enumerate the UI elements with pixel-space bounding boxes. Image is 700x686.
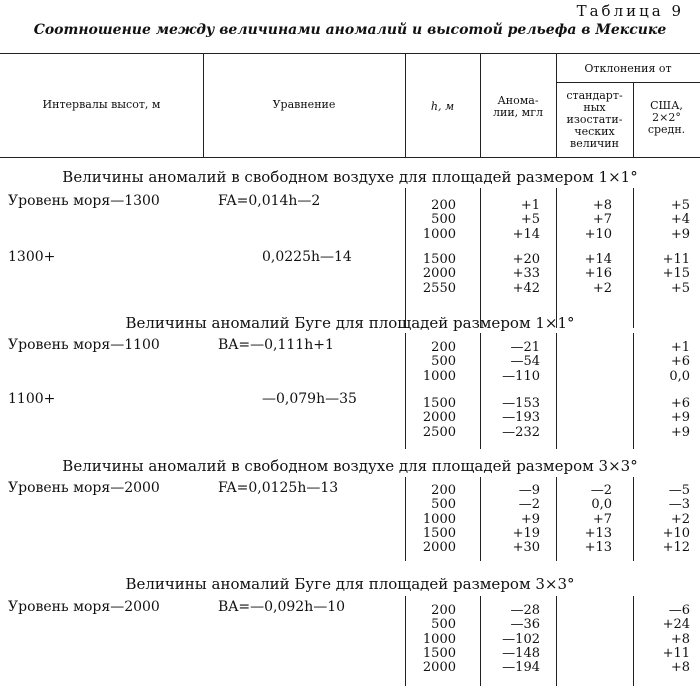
- anomaly-cell: —28: [510, 603, 540, 618]
- equation: FA=0,014h—2: [218, 193, 321, 209]
- usa-deviation-cell: +9: [670, 226, 690, 242]
- table-title: Соотношение между величинами аномалий и высотой рельефа в Мексике: [33, 22, 667, 38]
- h-cell: 1500: [422, 252, 456, 267]
- standard-deviation-cell: —2: [590, 483, 612, 498]
- usa-deviation-cell: +1: [670, 340, 690, 355]
- standard-deviation-cell: +13: [584, 540, 612, 556]
- anomaly-cell: +30: [512, 540, 540, 556]
- usa-deviation-cell: +6: [670, 354, 690, 370]
- h-cell: 1500: [422, 645, 456, 661]
- section-title: Величины аномалий Буге для площадей размером 1×1°: [125, 314, 575, 332]
- anomaly-cell: +9: [520, 511, 540, 527]
- usa-deviation-cell: +4: [670, 212, 690, 228]
- equation: —0,079h—35: [262, 391, 357, 407]
- h-cell: 2000: [422, 410, 456, 426]
- h-cell: 200: [431, 483, 456, 498]
- usa-deviation-cell: +15: [662, 266, 690, 282]
- h-cell: 1000: [422, 631, 456, 647]
- anomaly-cell: +42: [512, 280, 540, 296]
- h-cell: 200: [431, 603, 456, 618]
- column-divider: [633, 188, 634, 328]
- header-top-rule: [0, 53, 700, 54]
- usa-deviation-cell: +11: [662, 252, 690, 267]
- interval-label: Уровень моря—2000: [8, 480, 160, 496]
- usa-deviation-cell: +12: [662, 540, 690, 556]
- usa-deviation-cell: +9: [670, 424, 690, 440]
- usa-deviation-cell: +11: [662, 645, 690, 661]
- usa-deviation-cell: +2: [670, 511, 690, 527]
- usa-deviation-cell: +9: [670, 410, 690, 426]
- header-equation: Уравнение: [272, 98, 336, 111]
- equation: BA=—0,092h—10: [218, 599, 346, 615]
- interval-label: 1100+: [8, 391, 56, 407]
- anomaly-cell: —36: [510, 617, 540, 633]
- header-deviations: Отклонения от: [584, 62, 672, 75]
- h-cell: 2000: [422, 266, 456, 282]
- anomaly-cell: —54: [510, 354, 540, 370]
- deviations-rule: [556, 82, 700, 83]
- standard-deviation-cell: +10: [584, 226, 612, 242]
- standard-deviation-cell: +8: [592, 198, 612, 213]
- section-title: Величины аномалий в свободном воздухе для площадей размером 3×3°: [62, 457, 638, 475]
- interval-label: Уровень моря—1100: [8, 337, 160, 353]
- h-cell: 500: [431, 497, 456, 513]
- h-cell: 2500: [422, 424, 456, 440]
- header-anomaly: Анома- лии, мгл: [493, 94, 543, 119]
- standard-deviation-cell: 0,0: [591, 497, 612, 513]
- h-cell: 1000: [422, 226, 456, 242]
- anomaly-cell: +20: [512, 252, 540, 267]
- h-cell: 2000: [422, 540, 456, 556]
- header-h: h, м: [430, 100, 455, 113]
- h-cell: 2550: [422, 280, 456, 296]
- h-cell: 500: [431, 212, 456, 228]
- column-divider: [556, 333, 557, 449]
- anomaly-cell: +5: [520, 212, 540, 228]
- header-usa: США, 2×2° средн.: [647, 99, 686, 136]
- usa-deviation-cell: +5: [670, 280, 690, 296]
- header-intervals: Интервалы высот, м: [42, 98, 161, 111]
- section-title: Величины аномалий в свободном воздухе для площадей размером 1×1°: [62, 168, 638, 186]
- equation: FA=0,0125h—13: [218, 480, 339, 496]
- h-cell: 1500: [422, 525, 456, 541]
- column-divider: [556, 596, 557, 686]
- usa-deviation-cell: —3: [668, 497, 690, 513]
- header-standard: стандарт- ных изостати- ческих величин: [566, 89, 623, 150]
- column-divider: [633, 596, 634, 686]
- anomaly-cell: —148: [502, 645, 540, 661]
- h-cell: 2000: [422, 660, 456, 676]
- equation: BA=—0,111h+1: [218, 337, 334, 353]
- anomaly-cell: —21: [510, 340, 540, 355]
- usa-deviation-cell: +8: [670, 660, 690, 676]
- usa-deviation-cell: +8: [670, 631, 690, 647]
- header-bottom-rule: [0, 157, 700, 158]
- section-title: Величины аномалий Буге для площадей размером 3×3°: [125, 575, 575, 593]
- h-cell: 1000: [422, 368, 456, 384]
- anomaly-cell: +33: [512, 266, 540, 282]
- standard-deviation-cell: +14: [584, 252, 612, 267]
- anomaly-cell: —110: [502, 368, 540, 384]
- anomaly-cell: —232: [502, 424, 540, 440]
- equation: 0,0225h—14: [262, 249, 352, 265]
- anomaly-cell: +1: [520, 198, 540, 213]
- h-cell: 1000: [422, 511, 456, 527]
- h-cell: 200: [431, 198, 456, 213]
- anomaly-cell: —194: [502, 660, 540, 676]
- usa-deviation-cell: —6: [668, 603, 690, 618]
- standard-deviation-cell: +2: [592, 280, 612, 296]
- interval-label: Уровень моря—2000: [8, 599, 160, 615]
- anomaly-cell: +19: [512, 525, 540, 541]
- usa-deviation-cell: 0,0: [669, 368, 690, 384]
- h-cell: 500: [431, 354, 456, 370]
- standard-deviation-cell: +13: [584, 525, 612, 541]
- anomaly-cell: +14: [512, 226, 540, 242]
- usa-deviation-cell: +5: [670, 198, 690, 213]
- standard-deviation-cell: +16: [584, 266, 612, 282]
- anomaly-cell: —193: [502, 410, 540, 426]
- usa-deviation-cell: +6: [670, 396, 690, 411]
- interval-label: 1300+: [8, 249, 56, 265]
- h-cell: 200: [431, 340, 456, 355]
- anomaly-cell: —9: [518, 483, 540, 498]
- standard-deviation-cell: +7: [592, 511, 612, 527]
- standard-deviation-cell: +7: [592, 212, 612, 228]
- h-cell: 1500: [422, 396, 456, 411]
- anomaly-cell: —102: [502, 631, 540, 647]
- column-divider: [633, 333, 634, 449]
- usa-deviation-cell: +24: [662, 617, 690, 633]
- usa-deviation-cell: —5: [668, 483, 690, 498]
- column-divider: [633, 477, 634, 561]
- h-cell: 500: [431, 617, 456, 633]
- usa-deviation-cell: +10: [662, 525, 690, 541]
- table-label: Таблица 9: [576, 2, 684, 20]
- interval-label: Уровень моря—1300: [8, 193, 160, 209]
- anomaly-cell: —153: [502, 396, 540, 411]
- anomaly-cell: —2: [518, 497, 540, 513]
